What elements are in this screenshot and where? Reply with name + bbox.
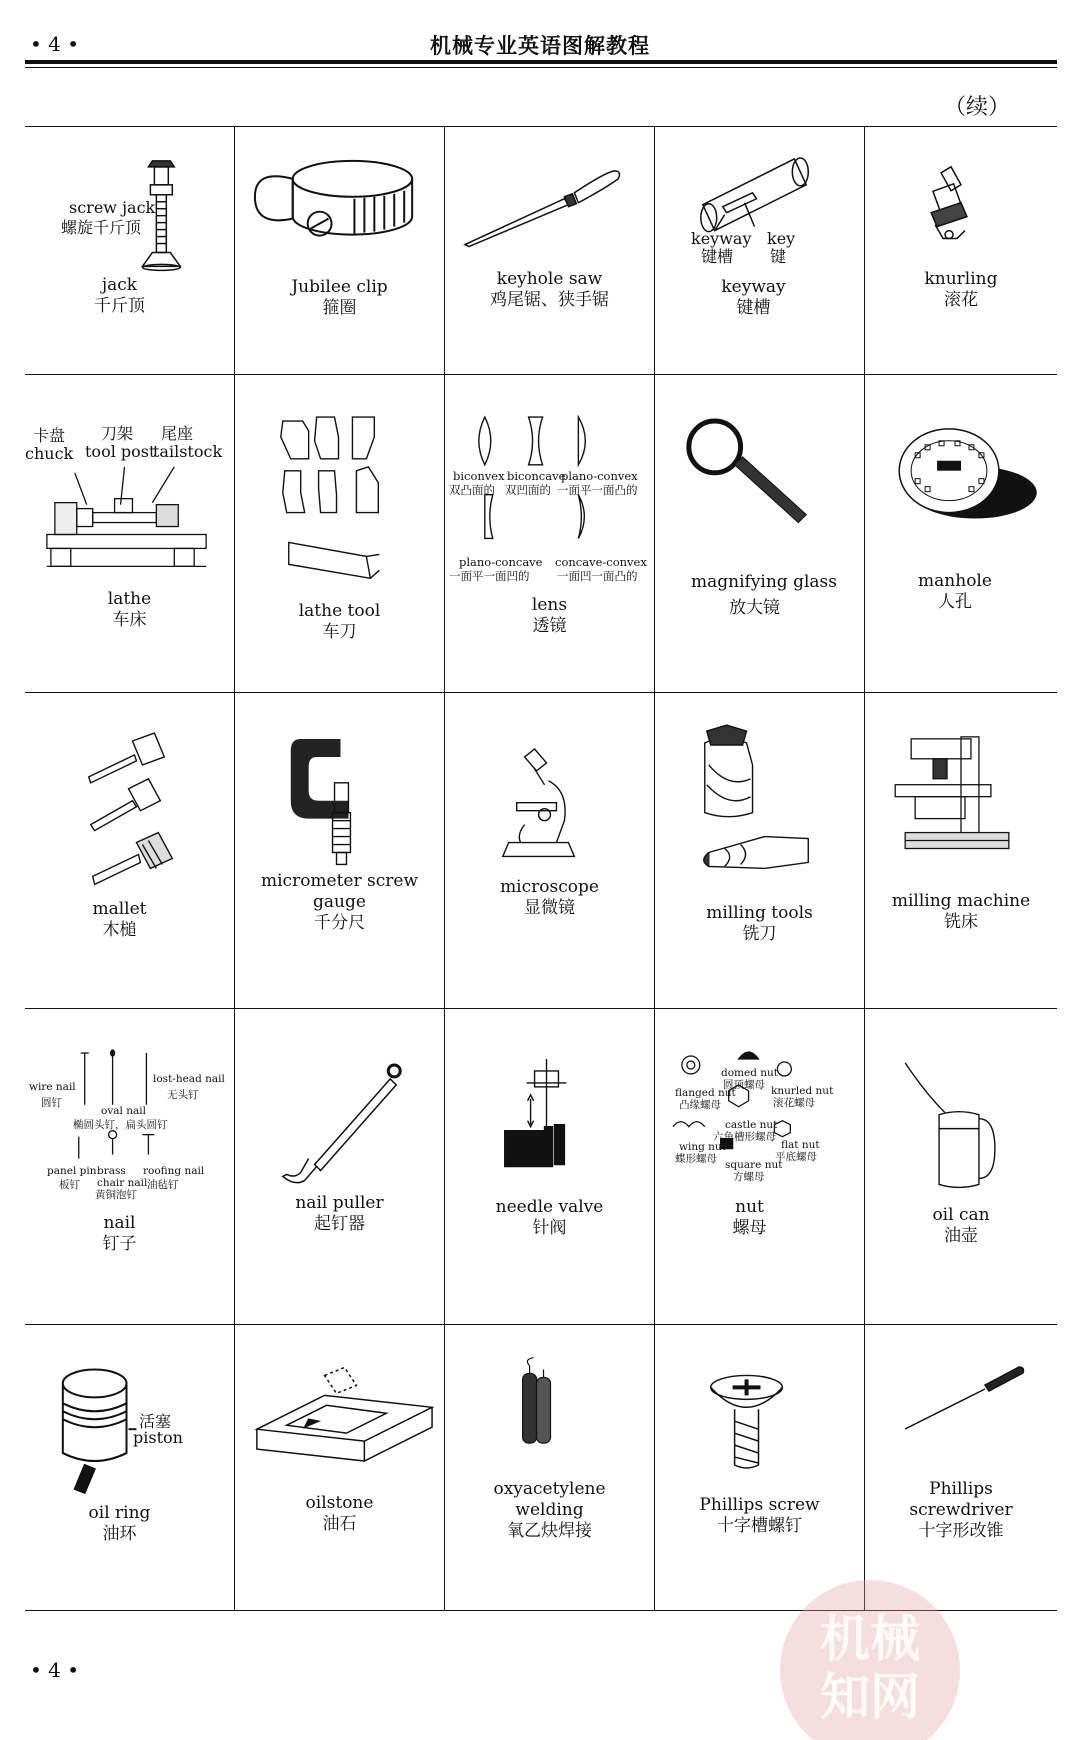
oilcan-en: oil can xyxy=(932,1205,990,1225)
cell-knurling xyxy=(865,127,1057,375)
nail-panel-zh: 板钉 xyxy=(59,1179,80,1191)
lens-t4-en: plano-concave xyxy=(459,555,543,569)
lathe-tool-en: lathe tool xyxy=(298,601,381,621)
page-title: 机械专业英语图解教程 xyxy=(430,33,650,58)
keyway-en: keyway xyxy=(721,277,786,297)
nailpuller-en: nail puller xyxy=(295,1193,384,1213)
lens-t4-zh: 一面平一面凹的 xyxy=(449,569,530,583)
cell-phillips-screw xyxy=(655,1325,865,1610)
nut-en: nut xyxy=(735,1197,764,1217)
nail-brass-en2: chair nail xyxy=(97,1177,148,1189)
manhole-icon xyxy=(865,375,1057,692)
keyway-icon xyxy=(655,127,864,374)
nail-lost-zh: 无头钉 xyxy=(167,1089,199,1101)
lathe-tail-en: tailstock xyxy=(153,442,223,461)
nut-castle-zh: 六角槽形螺母 xyxy=(713,1131,776,1143)
mallet-zh: 木槌 xyxy=(102,920,137,940)
jack-en: jack xyxy=(101,275,138,295)
nut-flanged-zh: 凸缘螺母 xyxy=(679,1099,721,1111)
manhole-en: manhole xyxy=(918,571,992,591)
microscope-icon xyxy=(445,693,654,1008)
cell-needle-valve xyxy=(445,1009,655,1325)
lathe-en: lathe xyxy=(107,589,152,609)
jack-icon xyxy=(25,127,234,374)
lens-t5-en: concave-convex xyxy=(555,555,647,569)
micrometer-en2: gauge xyxy=(313,892,366,912)
nail-wire-en: wire nail xyxy=(29,1081,76,1093)
cell-manhole xyxy=(865,375,1057,693)
phscrew-en: Phillips screw xyxy=(699,1495,820,1515)
cell-milling-tools xyxy=(655,693,865,1009)
gas-cylinders-icon xyxy=(445,1325,654,1610)
milling-tools-icon xyxy=(655,693,864,1008)
magnifier-zh: 放大镜 xyxy=(729,598,780,618)
keyway-zh: 键槽 xyxy=(736,298,771,318)
cell-jack xyxy=(25,127,235,375)
nut-zh: 螺母 xyxy=(732,1218,767,1238)
cell-nut xyxy=(655,1009,865,1325)
nut-knurled-en: knurled nut xyxy=(771,1085,834,1097)
nail-roof-zh: 油毡钉 xyxy=(147,1179,179,1191)
keyway-l2-en: key xyxy=(767,229,796,248)
cell-lathe xyxy=(25,375,235,693)
nail-lost-en: lost-head nail xyxy=(153,1073,225,1085)
milltools-zh: 铣刀 xyxy=(742,924,777,944)
magnifier-en: magnifying glass xyxy=(691,572,837,592)
cell-milling-machine xyxy=(865,693,1057,1009)
oilstone-icon xyxy=(235,1325,444,1610)
keyhole-zh: 鸡尾锯、狭手锯 xyxy=(490,290,609,310)
cell-microscope xyxy=(445,693,655,1009)
keyhole-en: keyhole saw xyxy=(496,269,603,289)
microscope-zh: 显微镜 xyxy=(524,898,575,918)
phillips-screw-icon xyxy=(655,1325,864,1610)
cell-mallet xyxy=(25,693,235,1009)
glossary-table xyxy=(25,126,1057,1611)
needle-valve-icon xyxy=(445,1009,654,1324)
lathe-chuck-zh: 卡盘 xyxy=(33,426,66,445)
manhole-zh: 人孔 xyxy=(938,592,972,612)
nail-en: nail xyxy=(103,1213,136,1233)
page-number-top: • 4 • xyxy=(30,32,80,56)
oil-ring-icon xyxy=(25,1325,234,1610)
cell-keyway xyxy=(655,127,865,375)
nail-oval-en: oval nail xyxy=(101,1105,146,1117)
nut-flat-zh: 平底螺母 xyxy=(775,1151,817,1163)
nail-brass-zh: 黄铜泡钉 xyxy=(95,1189,137,1201)
needle-en: needle valve xyxy=(495,1197,604,1217)
nut-wing-en: wing nut xyxy=(679,1141,726,1153)
watermark-line2: 知网 xyxy=(820,1668,920,1726)
cell-nail xyxy=(25,1009,235,1325)
lens-t3-en: plano-convex xyxy=(561,469,638,483)
cell-micrometer xyxy=(235,693,445,1009)
oilring-en: oil ring xyxy=(88,1503,151,1523)
cell-lathe-tool xyxy=(235,375,445,693)
oilring-piston-zh: 活塞 xyxy=(139,1412,172,1431)
nut-square-en: square nut xyxy=(725,1159,783,1171)
jubilee-en: Jubilee clip xyxy=(291,277,388,297)
lens-t5-zh: 一面凹一面凸的 xyxy=(557,569,638,583)
magnifying-glass-icon xyxy=(655,375,864,692)
continued-label: （续） xyxy=(943,95,1010,120)
needle-zh: 针阀 xyxy=(532,1218,567,1238)
lathe-icon xyxy=(25,375,234,692)
lathe-tail-zh: 尾座 xyxy=(161,424,194,443)
oxy-en2: welding xyxy=(515,1500,584,1520)
lens-t3-zh: 一面平一面凸的 xyxy=(557,483,638,497)
jubilee-clip-icon xyxy=(235,127,444,374)
oxy-en1: oxyacetylene xyxy=(493,1479,606,1499)
keyway-l1-en: keyway xyxy=(691,229,752,248)
knurling-zh: 滚花 xyxy=(944,290,978,310)
lens-t1-en: biconvex xyxy=(453,469,505,483)
oilstone-zh: 油石 xyxy=(322,1514,357,1534)
phdriver-en1: Phillips xyxy=(929,1479,993,1499)
jubilee-zh: 箍圈 xyxy=(322,298,357,318)
cell-magnifying-glass xyxy=(655,375,865,693)
nail-brass-en1: brass xyxy=(97,1165,126,1177)
lens-en: lens xyxy=(531,595,568,615)
millmachine-zh: 铣床 xyxy=(944,912,978,932)
lathe-chuck-en: chuck xyxy=(25,444,74,463)
jack-zh: 千斤顶 xyxy=(94,296,145,316)
cell-phillips-screwdriver xyxy=(865,1325,1057,1610)
nut-flanged-en: flanged nut xyxy=(675,1087,736,1099)
jack-sub-zh: 螺旋千斤顶 xyxy=(61,218,142,237)
lathe-tool-icon xyxy=(235,375,444,692)
oilring-piston-en: piston xyxy=(133,1428,183,1447)
cell-lens xyxy=(445,375,655,693)
nut-wing-zh: 蝶形螺母 xyxy=(675,1153,717,1165)
lens-t2-en: biconcave xyxy=(507,469,566,483)
cell-nail-puller xyxy=(235,1009,445,1325)
knurling-tool-icon xyxy=(865,127,1057,374)
cell-oxyacetylene xyxy=(445,1325,655,1610)
screwdriver-icon xyxy=(865,1325,1057,1610)
cell-jubilee-clip xyxy=(235,127,445,375)
nail-roof-en: roofing nail xyxy=(143,1165,205,1177)
oilring-zh: 油环 xyxy=(102,1524,137,1544)
keyway-l1-zh: 键槽 xyxy=(701,247,734,266)
micrometer-en1: micrometer screw xyxy=(260,871,419,891)
phscrew-zh: 十字槽螺钉 xyxy=(717,1516,802,1536)
header-rule-thin xyxy=(25,67,1057,68)
mallet-icon xyxy=(25,693,234,1008)
nail-panel-en: panel pin xyxy=(47,1165,97,1177)
oilstone-en: oilstone xyxy=(305,1493,374,1513)
milling-machine-icon xyxy=(865,693,1057,1008)
lens-icon xyxy=(445,375,654,692)
knurling-en: knurling xyxy=(924,269,998,289)
lathe-tool-en: tool post xyxy=(85,442,156,461)
lathe-tool-zh: 刀架 xyxy=(101,424,134,443)
micrometer-zh: 千分尺 xyxy=(314,913,365,933)
keyway-l2-zh: 键 xyxy=(770,247,787,266)
oxy-zh: 氧乙炔焊接 xyxy=(507,1521,592,1541)
jack-sub-en: screw jack xyxy=(69,198,156,217)
nut-domed-en: domed nut xyxy=(721,1067,779,1079)
millmachine-en: milling machine xyxy=(891,891,1031,911)
nut-domed-zh: 圆顶螺母 xyxy=(723,1079,765,1091)
watermark-line1: 机械 xyxy=(820,1610,920,1668)
watermark-logo xyxy=(770,1570,970,1740)
microscope-en: microscope xyxy=(500,877,599,897)
nut-square-zh: 方螺母 xyxy=(733,1171,765,1183)
nut-castle-en: castle nut xyxy=(725,1119,778,1131)
oilcan-zh: 油壶 xyxy=(944,1226,978,1246)
oil-can-icon xyxy=(865,1009,1057,1324)
lens-t1-zh: 双凸面的 xyxy=(449,483,495,497)
nut-flat-en: flat nut xyxy=(781,1139,820,1151)
cell-oilstone xyxy=(235,1325,445,1610)
micrometer-icon xyxy=(235,693,444,1008)
cell-oil-ring xyxy=(25,1325,235,1610)
milltools-en: milling tools xyxy=(706,903,813,923)
mallet-en: mallet xyxy=(92,899,147,919)
nail-oval-zh: 椭圆头钉，扁头圆钉 xyxy=(73,1119,168,1131)
nailpuller-zh: 起钉器 xyxy=(314,1214,365,1234)
page-number-bottom: • 4 • xyxy=(30,1658,80,1682)
phdriver-en2: screwdriver xyxy=(909,1500,1013,1520)
nail-zh: 钉子 xyxy=(102,1234,137,1254)
nail-puller-icon xyxy=(235,1009,444,1324)
cell-keyhole-saw xyxy=(445,127,655,375)
lathe-zh: 车床 xyxy=(112,610,147,630)
lens-zh: 透镜 xyxy=(532,616,567,636)
lathe-tool-zh: 车刀 xyxy=(322,622,357,642)
cell-oil-can xyxy=(865,1009,1057,1325)
lens-t2-zh: 双凹面的 xyxy=(505,483,551,497)
nut-knurled-zh: 滚花螺母 xyxy=(773,1097,815,1109)
phdriver-zh: 十字形改锥 xyxy=(918,1521,1004,1541)
header-rule-thick xyxy=(25,60,1057,64)
keyhole-saw-icon xyxy=(445,127,654,374)
nail-wire-zh: 圆钉 xyxy=(41,1097,62,1109)
